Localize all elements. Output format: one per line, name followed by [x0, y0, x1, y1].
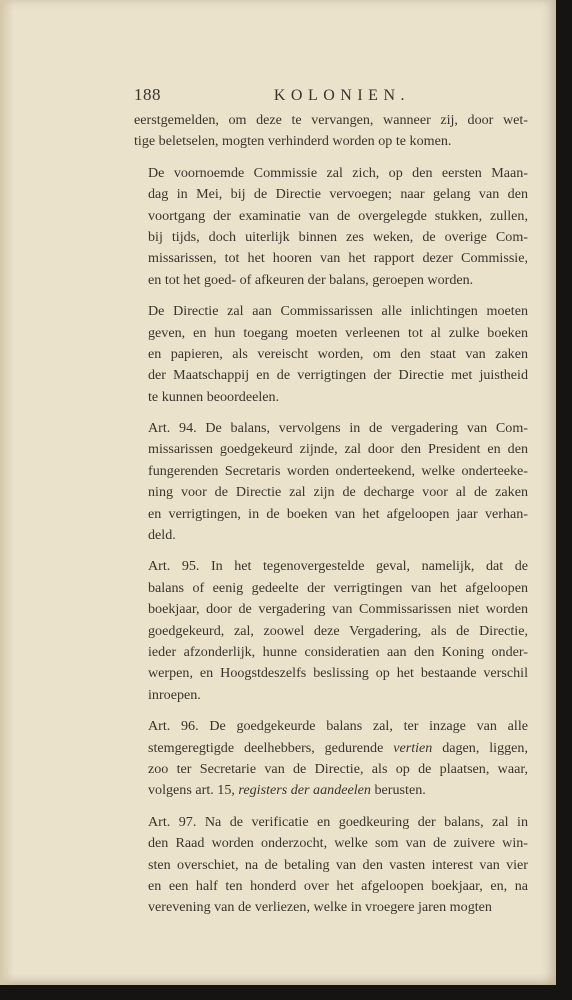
text-line: deld. [148, 527, 176, 544]
text-line: inroepen. [148, 686, 201, 703]
text-line: missarissen goedgekeurd zijnde, zal door den President en den [148, 441, 528, 458]
text-line: goedgekeurd, zal, zoowel deze Vergadering, als de Directie, [148, 622, 528, 639]
text-line: zoo ter Secretarie van de Directie, als op de plaatsen, waar, [148, 760, 528, 777]
italic-text: registers der aandeelen [238, 782, 371, 799]
text-line: en een half ten honderd over het afgeloopen boekjaar, en, na [148, 877, 528, 894]
scan-edge-bottom [0, 985, 572, 1000]
text-line: sten overschiet, na de betaling van den vasten interest van vier [148, 856, 528, 873]
text-line: fungerenden Secretaris worden onderteekend, welke onderteeke- [148, 462, 528, 479]
text-line: bij tijds, doch uiterlijk binnen zes weken, de overige Com- [148, 228, 528, 245]
text-line: ieder afzonderlijk, hunne consideratien aan den Koning onder- [148, 643, 528, 660]
para-art-95 [134, 556, 528, 706]
text-line: missarissen, tot het hooren van het rapport dezer Commissie, [148, 250, 528, 267]
para-continuation [134, 110, 528, 153]
text-line: balans of eenig gedeelte der verrigtingen van het afgeloopen [148, 579, 528, 596]
page-spine-shadow [0, 0, 14, 985]
text-line: ning voor de Directie zal zijn de decharge voor al de zaken [148, 484, 528, 501]
para-art-96 [134, 716, 528, 802]
text-line: Art. 95. In het tegenovergestelde geval, namelijk, dat de [148, 558, 528, 575]
text-line: boekjaar, door de vergadering van Commissarissen niet worden [148, 601, 528, 618]
text-line: eerstgemelden, om deze te vervangen, wanneer zij, door wet- [134, 112, 528, 128]
running-head [134, 84, 528, 106]
para-art-97 [134, 812, 528, 919]
page-header-title: KOLONIEN. [273, 87, 410, 104]
text-line: volgens art. 15, registers der aandeelen berusten. [148, 782, 426, 799]
text-line: der Maatschappij en de verrigtingen der Directie met juistheid [148, 367, 528, 384]
text-line: en papieren, als vereischt worden, om den staat van zaken [148, 345, 528, 362]
text-line: en verrigtingen, in de boeken van het afgeloopen jaar verhan- [148, 505, 528, 522]
para-commission [134, 163, 528, 291]
scan-edge-right [556, 0, 572, 1000]
text-line: Art. 97. Na de verificatie en goedkeuring der balans, zal in [148, 813, 528, 830]
text-line: dag in Mei, bij de Directie vervoegen; naar gelang van den [148, 186, 528, 203]
body-text [134, 110, 528, 919]
text-line: werpen, en Hoogstdeszelfs beslissing op het bestaande verschil [148, 665, 528, 682]
text-line: Art. 94. De balans, vervolgens in de vergadering van Com- [148, 420, 528, 437]
text-line: en tot het goed- of afkeuren der balans, geroepen worden. [148, 271, 474, 288]
para-art-94 [134, 418, 528, 546]
text-line: tige beletselen, mogten verhinderd worden op te komen. [134, 133, 452, 150]
text-line: geven, en hun toegang moeten verleenen tot al zulke boeken [148, 324, 528, 341]
text-line: verevening van de verliezen, welke in vroegere jaren mogten [148, 899, 492, 916]
para-directie [134, 301, 528, 408]
text-line: De Directie zal aan Commissarissen alle inlichtingen moeten [148, 303, 528, 320]
page-text-block [134, 84, 528, 919]
text-line: stemgeregtigde deelhebbers, gedurende vertien dagen, liggen, [148, 739, 528, 756]
text-line: den Raad worden onderzocht, welke som van de zuivere win- [148, 835, 528, 852]
italic-text: vertien [393, 739, 433, 756]
page-number: 188 [134, 85, 161, 104]
text-line: De voornoemde Commissie zal zich, op den eersten Maan- [148, 164, 528, 181]
text-line: te kunnen beoordeelen. [148, 388, 280, 405]
text-line: voortgang der examinatie van de overgelegde stukken, zullen, [148, 207, 528, 224]
text-line: Art. 96. De goedgekeurde balans zal, ter inzage van alle [148, 718, 528, 735]
